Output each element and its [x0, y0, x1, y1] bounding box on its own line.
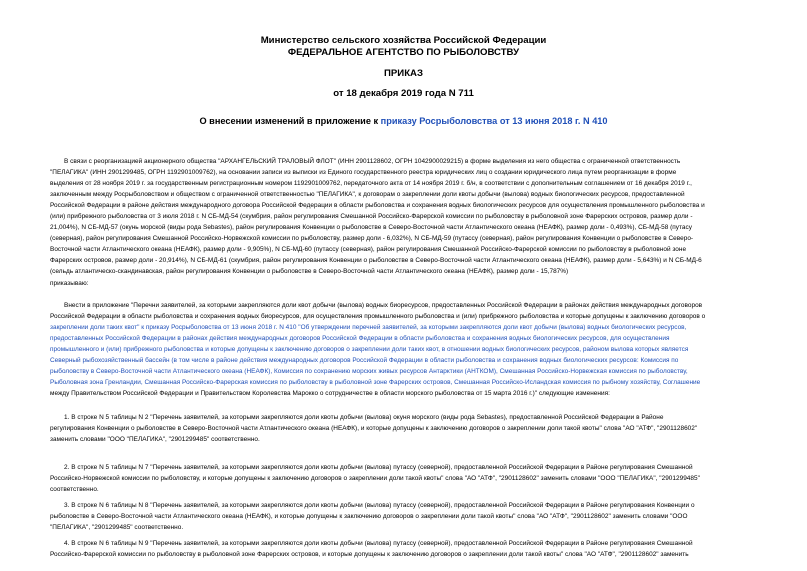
item-3	[50, 500, 807, 533]
order-reference-link[interactable]: промышленного и (или) прибрежного рыболовства и которые допущены к заключению договоров о закреплении доли таких квот, в отношении водных биологических ресурсов, районом вылова которых является	[50, 346, 689, 354]
order-410-link[interactable]: приказу Росрыболовства от 13 июня 2018 г. N 410	[380, 116, 608, 126]
text-line: "ПЕЛАГИКА" (ИНН 2901299485, ОГРН 1192901009762), на основании записи из выписки из Единого государственного реестра юридических лиц о создании юридического лица путем реорганизации в форме	[50, 169, 677, 177]
text-line: регулирования Конвенции о рыболовстве в Северо-Восточной части Атлантического океана (НЕАФК), и которые допущены к заключению договоров о закреплении доли такой квоты" слова "АО "АТФ", "2901128602"	[50, 425, 698, 433]
text-line: приказываю:	[50, 280, 89, 287]
agency-heading: ФЕДЕРАЛЬНОЕ АГЕНТСТВО ПО РЫБОЛОВСТВУ	[287, 47, 520, 58]
item-4	[50, 538, 807, 560]
date-number-heading: от 18 декабря 2019 года N 711	[333, 88, 474, 99]
text-line: "ПЕЛАГИКА", "2901299485" соответственно.	[50, 524, 184, 532]
paragraph-order	[50, 278, 807, 289]
paragraph-amendments	[50, 300, 807, 399]
text-line: Внести в приложение "Перечни заявителей, за которыми закрепляются доли квот добычи (вылова) водных биоресурсов, предоставленных Российской Федерации в районах действия международных договоров	[64, 302, 703, 309]
text-line: В связи с реорганизацией акционерного общества "АРХАНГЕЛЬСКИЙ ТРАЛОВЫЙ ФЛОТ" (ИНН 2901128602, ОГРН 1042900029215) в форме выделения из него общества с ограниченной ответственность	[64, 158, 681, 165]
text-line: выделения от 28 ноября 2019 г. за государственным регистрационным номером 1192901009762, передаточного акта от 14 ноября 2019 г. б/н, в соответствии с дополнительным соглашением от 16 декабря 2019 г.,	[50, 180, 692, 188]
text-line: 1. В строке N 5 таблицы N 2 "Перечень заявителей, за которыми закрепляются доли квоты добычи (вылова) окуня морского (виды рода Sebastes), предоставленной Российской Федерации в Районе	[64, 414, 664, 421]
paragraph-reorganization	[50, 156, 807, 278]
text-line: (северная), район регулирования Смешанной Российско-Норвежской комиссии по рыболовству, размер доли - 6,032%), N СБ-МД-59 (путассу (северная), район регулирования Конвенции о рыболовстве в Северо-	[50, 235, 694, 243]
text-line: Российско-Норвежской комиссии по рыболовству, и которые допущены к заключению договоров о закреплении доли такой квоты" слова "АО "АТФ", "2901128602" заменить словами "ООО "ПЕЛАГИКА", "2901299485"	[50, 475, 700, 483]
text-line: 21,004%), N СБ-МД-57 (окунь морской (виды рода Sebastes), район регулирования Конвенции о рыболовстве в Северо-Восточной части Атлантического океана (НЕАФК), размер доли - 0,493%), СБ-МД-58 (путасу	[50, 224, 692, 232]
order-reference-link[interactable]: закреплении доли таких квот" к приказу Росрыболовства от 13 июня 2018 г. N 410 "Об утверждении перечней заявителей, за которыми закрепляются доли квот добычи (вылова) водных биологических ресурсов,	[50, 324, 687, 332]
order-reference-link[interactable]: рыболовству в Северо-Восточной части Атлантического океана (НЕАФК), Комиссия по сохранению морских живых ресурсов Антарктики (АНТКОМ), Смешанная Российско-Норвежская комиссия по рыболовству,	[50, 368, 688, 376]
item-2	[50, 462, 807, 495]
order-reference-link[interactable]: предоставленных Российской Федерации в районах действия международных договоров Российской Федерации в области рыболовства и сохранения водных биологических ресурсов, для осуществления	[50, 335, 670, 343]
order-reference-link[interactable]: Северный рыбохозяйственный бассейн (в том числе в районе действия международных договоров Российской Федерации в области рыболовства и сохранения водных биологических ресурсов: Комиссия по	[50, 357, 679, 365]
text-line: рыболовстве в Северо-Восточной части Атлантического океана (НЕАФК), и которые допущены к заключению договоров о закреплении доли такой квоты" слова "АО "АТФ", "2901128602" заменить словами "ООО	[50, 513, 688, 521]
text-line: Фарерских островов, размер доли - 20,914%), N СБ-МД-61 (скумбрия, район регулирования Конвенции о рыболовстве в Северо-Восточной части Атлантического океана (НЕАФК), размер доли - 5,643%) и N СБ-МД-6	[50, 257, 702, 265]
text-line: Российско-Фарерской комиссии по рыболовству в рыболовной зоне Фарерских островов, и которые допущены к заключению договоров о закреплении доли такой квоты" слова "АО "АТФ", "2901128602" заменить	[50, 551, 689, 559]
doc-type-heading: ПРИКАЗ	[384, 68, 423, 79]
text-line: соответственно.	[50, 486, 99, 494]
text-line: Российской Федерации в районе действия международного договора Российской Федерации в области рыболовства и сохранения водных биологических ресурсов для осуществления промышленного рыболовства и	[50, 202, 705, 210]
text-line: Российской Федерации в области рыболовства и сохранения водных биоресурсов, для осуществления промышленного рыболовства и (или) прибрежного рыболовства и которые допущены к заключению договоров о	[50, 313, 706, 321]
document-title	[0, 116, 807, 126]
text-line: между Правительством Российской Федерации и Правительством Королевства Марокко о сотрудничестве в области морского рыболовства от 15 марта 2016 г.)" следующие изменения:	[50, 390, 610, 398]
text-line: заменить словами "ООО "ПЕЛАГИКА", "2901299485" соответственно.	[50, 436, 260, 444]
ministry-heading: Министерство сельского хозяйства Российской Федерации	[260, 35, 547, 46]
text-line: 4. В строке N 6 таблицы N 9 "Перечень заявителей, за которыми закрепляются доли квоты добычи (вылова) путассу (северной), предоставленной Российской Федерации в Районе регулирования Смешанной	[64, 540, 693, 547]
text-line: заключенным между Росрыболовством и обществом с ограниченной ответственностью "ПЕЛАГИКА", к договорам о закреплении доли квоты добычи (вылова) водных биологических ресурсов, предоставленной	[50, 191, 685, 199]
text-line: (сельдь атлантическо-скандинавская, район регулирования Конвенции о рыболовстве в Северо-Восточной части Атлантического океана (НЕАФК), размер доли - 15,787%)	[50, 268, 569, 276]
text-line: 3. В строке N 6 таблицы N 8 "Перечень заявителей, за которыми закрепляются доли квоты добычи (вылова) путассу (северной), предоставленной Российской Федерации в Районе регулирования Конвенции о	[64, 502, 695, 509]
item-1	[50, 412, 807, 445]
text-line: 2. В строке N 5 таблицы N 7 "Перечень заявителей, за которыми закрепляются доли квоты добычи (вылова) путассу (северной), предоставленной Российской Федерации в Районе регулирования Смешанной	[64, 464, 693, 471]
title-prefix: О внесении изменений в приложение к	[199, 116, 381, 126]
order-reference-link[interactable]: Рыболовная зона Гренландии, Смешанная Российско-Фарерская комиссия по рыболовству в рыболовной зоне Фарерских островов, Смешанная Российско-Исландская комиссия по рыбному хозяйству, Соглашение	[50, 379, 701, 387]
text-line: (или) прибрежного рыболовства от 3 июля 2018 г. N СБ-МД-54 (скумбрия, район регулирования Смешанной Российско-Фарерской комиссии по рыболовству в рыболовной зоне Фарерских островов, размер доли -	[50, 213, 693, 221]
text-line: Восточной части Атлантического океана (НЕАФК), размер доли - 9,905%), N СБ-МД-60 (путассу (северная), район регулирования Смешанной Российско-Фарерской комиссии по рыболовству в рыболовной зоне	[50, 246, 687, 254]
